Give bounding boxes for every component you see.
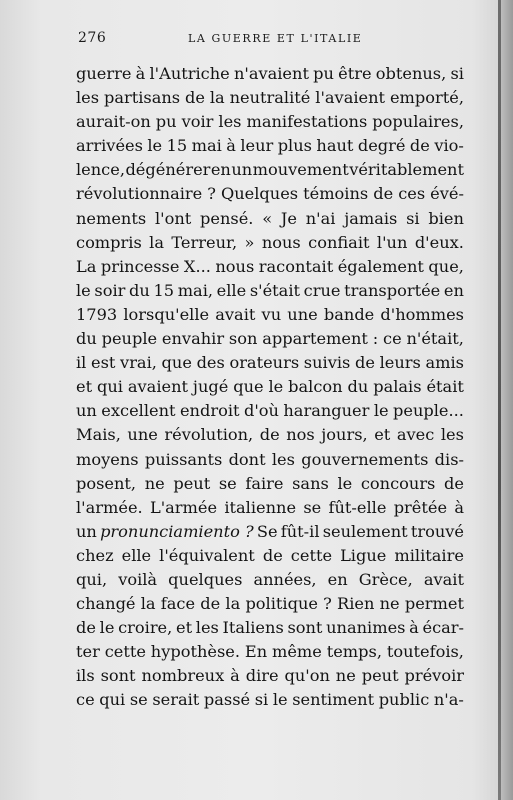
text-line: qui, voilà quelques années, en Grèce, avait: [76, 569, 464, 589]
text-line: guerre à l'Autriche n'avaient pu être obtenus, si: [76, 64, 464, 83]
text-line: un pronunciamiento ? Se fût-il seulement trouvé: [76, 521, 464, 541]
text-line: nements l'ont pensé. « Je n'ai jamais si bien: [76, 208, 464, 228]
text-line: La princesse X... nous racontait également que,: [76, 256, 464, 276]
text-line: les partisans de la neutralité l'avaient emporté,: [76, 88, 464, 108]
text-line: arrivées le 15 mai à leur plus haut degré de vio-: [76, 136, 464, 156]
page-number: 276: [78, 30, 107, 46]
text-line: aurait-on pu voir les manifestations populaires,: [76, 112, 464, 132]
body-text: [76, 62, 464, 713]
page-edge-shadow: [498, 0, 501, 800]
text-line: et qui avaient jugé que le balcon du palais était: [76, 377, 464, 397]
book-gutter: [501, 0, 513, 800]
page-header: [78, 30, 473, 50]
text-line: l'armée. L'armée italienne se fût-elle prêtée à: [76, 497, 464, 517]
text-line: changé la face de la politique ? Rien ne permet: [76, 594, 464, 614]
text-line: chez elle l'équivalent de cette Ligue militaire: [76, 545, 464, 565]
text-line: ils sont nombreux à dire qu'on ne peut prévoir: [76, 666, 464, 686]
text-line: ce qui se serait passé si le sentiment public n'a-: [76, 690, 464, 710]
running-title: LA GUERRE ET L'ITALIE: [188, 32, 363, 45]
text-line: du peuple envahir son appartement : ce n'était,: [76, 329, 464, 349]
text-line: de le croire, et les Italiens sont unanimes à écar-: [76, 618, 464, 638]
text-line: posent, ne peut se faire sans le concours de: [76, 473, 464, 493]
text-line: lence, dégénérer en un mouvement véritablement: [76, 160, 464, 180]
text-line: il est vrai, que des orateurs suivis de leurs amis: [76, 353, 464, 373]
text-line: ter cette hypothèse. En même temps, toutefois,: [76, 642, 464, 662]
text-line: révolutionnaire ? Quelques témoins de ces évé-: [76, 184, 464, 204]
text-line: moyens puissants dont les gouvernements dis-: [76, 449, 464, 469]
text-line: compris la Terreur, » nous confiait l'un d'eux.: [76, 232, 464, 252]
text-line: Mais, une révolution, de nos jours, et avec les: [76, 425, 464, 445]
text-line: 1793 lorsqu'elle avait vu une bande d'hommes: [76, 304, 464, 324]
text-line: le soir du 15 mai, elle s'était crue transportée en: [76, 280, 464, 300]
text-line: un excellent endroit d'où haranguer le peuple...: [76, 401, 464, 421]
